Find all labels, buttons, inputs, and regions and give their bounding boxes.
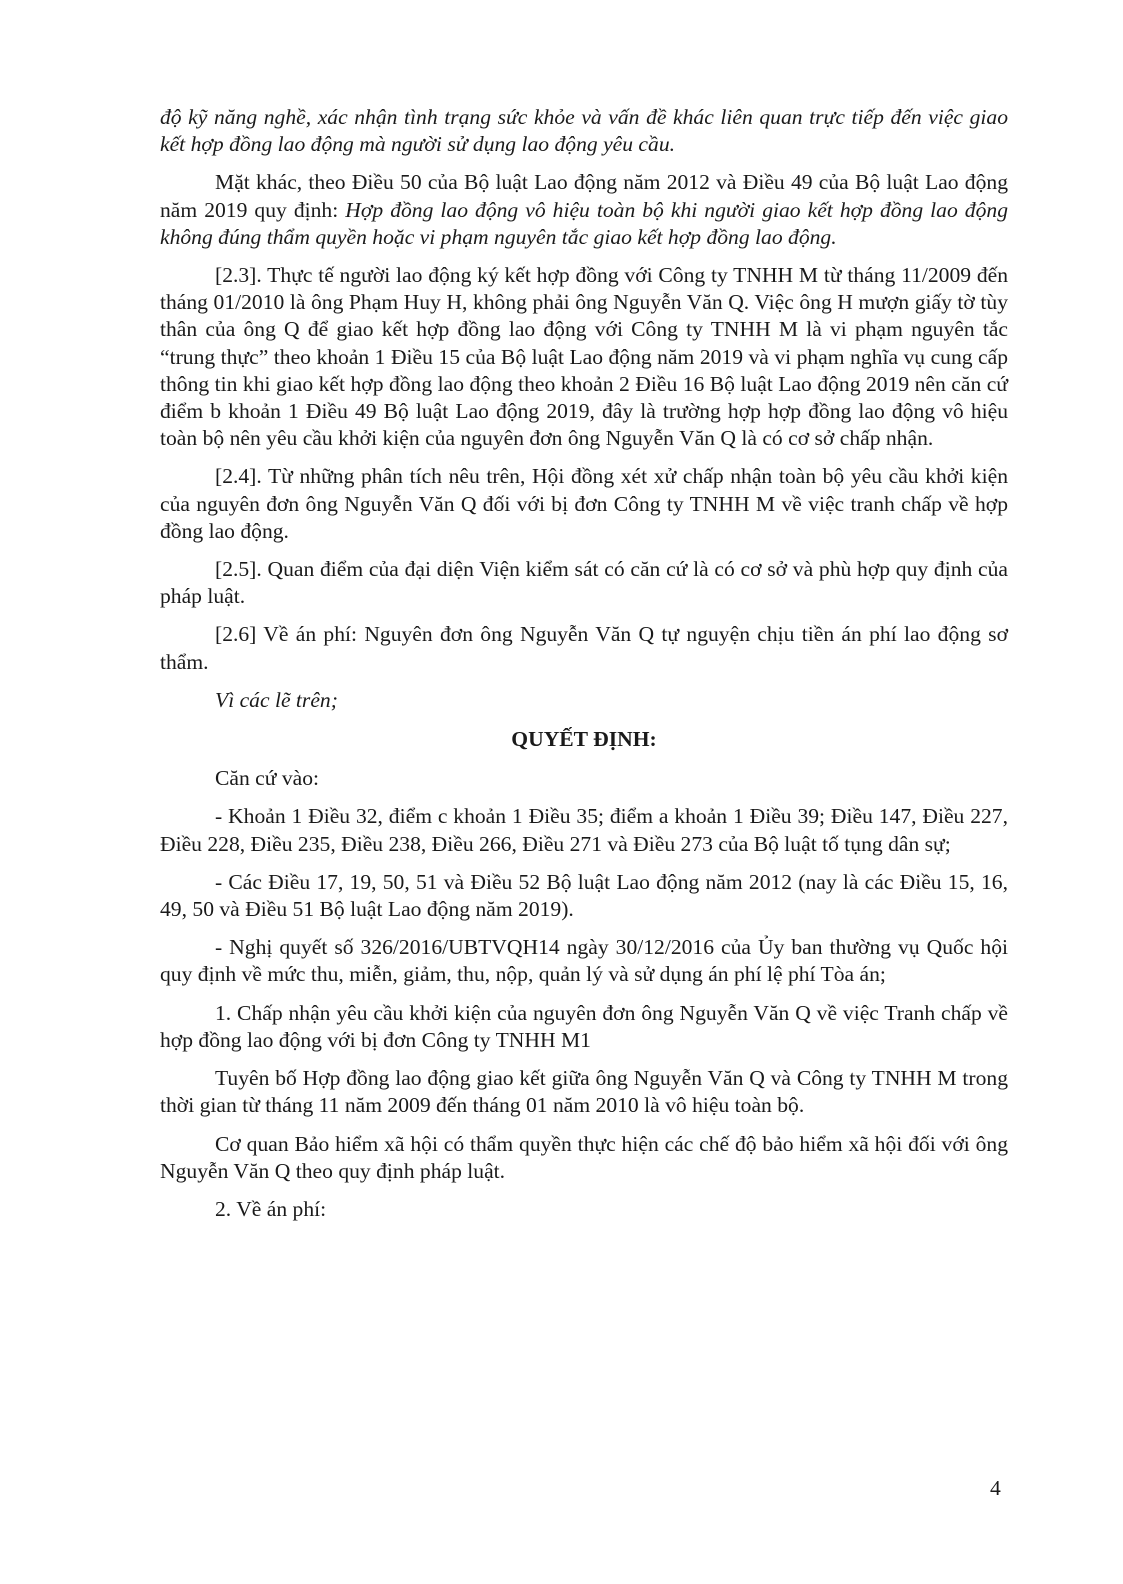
page-number: 4 — [990, 1476, 1001, 1500]
decision-item-1: 1. Chấp nhận yêu cầu khởi kiện của nguyên đơn ông Nguyễn Văn Q về việc Tranh chấp về hợp đồng lao động với bị đơn Công ty TNHH M1 — [160, 1000, 1008, 1052]
document-body — [160, 104, 1008, 1234]
paragraph-text: [2.5]. Quan điểm của đại diện Viện kiểm sát có căn cứ là có cơ sở và phù hợp quy định của pháp luật. — [160, 557, 1008, 609]
paragraph-continuation — [160, 104, 1008, 158]
decision-basis-civil-procedure: - Khoản 1 Điều 32, điểm c khoản 1 Điều 35; điểm a khoản 1 Điều 39; Điều 147, Điều 227, Điều 228, Điều 235, Điều 238, Điều 266, Điều 271 và Điều 273 của Bộ luật tố tụng dân sự; — [160, 804, 1008, 856]
paragraph-article-50 — [160, 169, 1008, 251]
paragraph-text: độ kỹ năng nghề, xác nhận tình trạng sức khỏe và vấn đề khác liên quan trực tiếp đến việc giao kết hợp đồng lao động mà người sử dụng lao động yêu cầu. — [160, 105, 1008, 157]
paragraph-text: Vì các lẽ trên; — [215, 687, 338, 712]
paragraph-2-5 — [160, 556, 1008, 610]
paragraph-2-3 — [160, 262, 1008, 452]
decision-basis-resolution: - Nghị quyết số 326/2016/UBTVQH14 ngày 30/12/2016 của Ủy ban thường vụ Quốc hội quy định về mức thu, miễn, giảm, thu, nộp, quản lý và sử dụng án phí lệ phí Tòa án; — [160, 935, 1008, 987]
decision-heading: QUYẾT ĐỊNH: — [511, 727, 657, 752]
decision-item-2: 2. Về án phí: — [215, 1196, 327, 1221]
paragraph-text: [2.6] Về án phí: Nguyên đơn ông Nguyễn Văn Q tự nguyện chịu tiền án phí lao động sơ thẩm. — [160, 622, 1008, 674]
paragraph-quote: Hợp đồng lao động vô hiệu toàn bộ khi người giao kết hợp đồng lao động không đúng thẩm quyền hoặc vi phạm nguyên tắc giao kết hợp đồng lao động. — [160, 197, 1008, 249]
decision-declaration: Tuyên bố Hợp đồng lao động giao kết giữa ông Nguyễn Văn Q và Công ty TNHH M trong thời gian từ tháng 11 năm 2009 đến tháng 01 năm 2010 là vô hiệu toàn bộ. — [160, 1066, 1008, 1118]
paragraph-2-6 — [160, 621, 1008, 675]
paragraph-conclusion-intro — [160, 687, 1008, 714]
decision-basis-labor-code: - Các Điều 17, 19, 50, 51 và Điều 52 Bộ luật Lao động năm 2012 (nay là các Điều 15, 16, 49, 50 và Điều 51 Bộ luật Lao động năm 2019). — [160, 869, 1008, 922]
paragraph-2-4 — [160, 463, 1008, 545]
paragraph-text: Mặt khác, theo Điều 50 của Bộ luật Lao động năm 2012 và Điều 49 của Bộ luật Lao động năm 2019 quy định: — [160, 170, 1008, 222]
decision-basis-intro: Căn cứ vào: — [215, 766, 320, 791]
paragraph-text: [2.4]. Từ những phân tích nêu trên, Hội đồng xét xử chấp nhận toàn bộ yêu cầu khởi kiện của nguyên đơn ông Nguyễn Văn Q đối với bị đơn Công ty TNHH M về việc tranh chấp về hợp đồng lao động. — [160, 464, 1008, 543]
paragraph-text: [2.3]. Thực tế người lao động ký kết hợp đồng với Công ty TNHH M từ tháng 11/2009 đến tháng 01/2010 là ông Phạm Huy H, không phải ông Nguyễn Văn Q. Việc ông H mượn giấy tờ tùy thân của ông Q để giao kết hợp đồng lao động với Công ty TNHH M là vi phạm nguyên tắc “trung thực” theo khoản 1 Điều 15 của Bộ luật Lao động năm 2019 và vi phạm nghĩa vụ cung cấp thông tin khi giao kết hợp đồng lao động theo khoản 2 Điều 16 Bộ luật Lao động 2019 nên căn cứ điểm b khoản 1 Điều 49 Bộ luật Lao động 2019, đây là trường hợp hợp đồng lao động vô hiệu toàn bộ nên yêu cầu khởi kiện của nguyên đơn ông Nguyễn Văn Q là có cơ sở chấp nhận. — [160, 263, 1008, 451]
decision-social-insurance: Cơ quan Bảo hiểm xã hội có thẩm quyền thực hiện các chế độ bảo hiểm xã hội đối với ông Nguyễn Văn Q theo quy định pháp luật. — [160, 1131, 1008, 1183]
